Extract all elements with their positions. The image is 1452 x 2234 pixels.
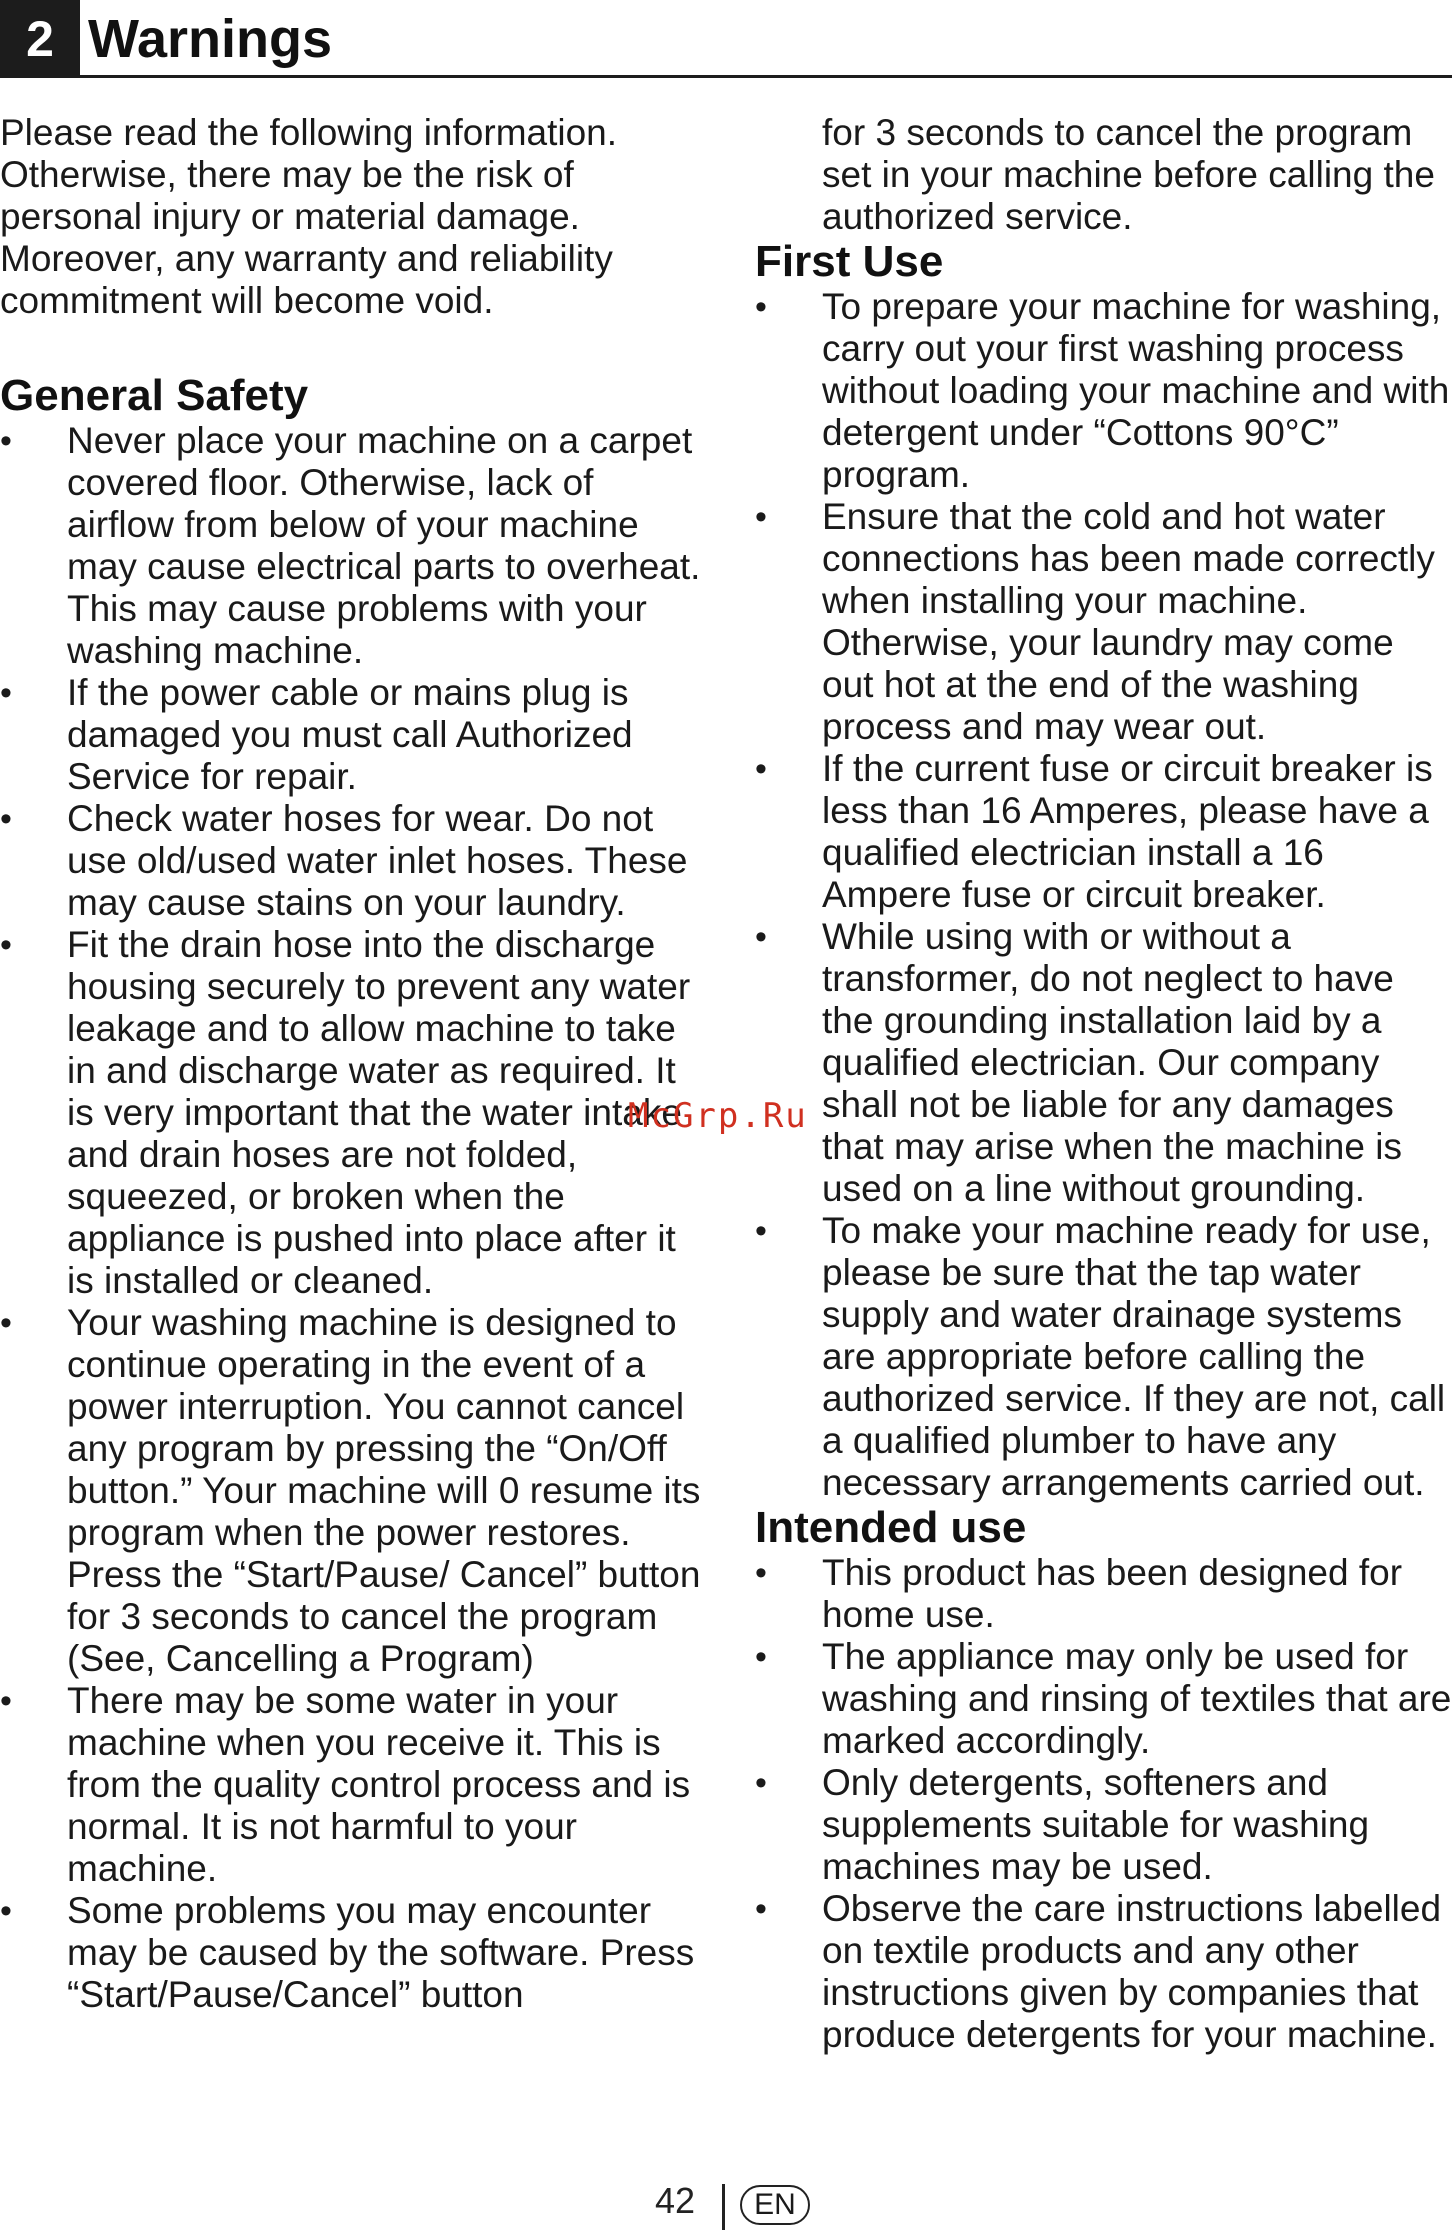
watermark: McGrp.Ru bbox=[628, 1096, 808, 1136]
chapter-number: 2 bbox=[0, 0, 80, 78]
list-item: • There may be some water in your machine when you receive it. This is from the quality control process and is normal. It is not harmful to your machine. bbox=[0, 1680, 705, 1890]
list-item: • The appliance may only be used for washing and rinsing of textiles that are marked accordingly. bbox=[755, 1636, 1452, 1762]
page-number: 42 bbox=[655, 2180, 696, 2221]
header-rule bbox=[80, 75, 1452, 78]
chapter-title: Warnings bbox=[88, 9, 333, 69]
list-item: • Ensure that the cold and hot water connections has been made correctly when installing your machine. Otherwise, your laundry may come out hot at the end of the washing process and may wear out. bbox=[755, 496, 1452, 748]
list-item: • If the current fuse or circuit breaker is less than 16 Amperes, please have a qualified electrician install a 16 Ampere fuse or circuit breaker. bbox=[755, 748, 1452, 916]
list-item: • If the power cable or mains plug is damaged you must call Authorized Service for repair. bbox=[0, 672, 705, 798]
general-safety-title: General Safety bbox=[0, 371, 309, 420]
page-footer bbox=[0, 2180, 1452, 2234]
intro-paragraph: Please read the following information. Otherwise, there may be the risk of personal injury or material damage. Moreover, any warranty and reliability commitment will become void. bbox=[0, 112, 618, 321]
right-column bbox=[755, 112, 1452, 2056]
list-item: • Fit the drain hose into the discharge housing securely to prevent any water leakage and to allow machine to take in and discharge water as required. It is very important that the water intake and drain hoses are not folded, squeezed, or broken when the appliance is pushed into place after it is installed or cleaned. bbox=[0, 924, 705, 1302]
footer-divider bbox=[722, 2184, 725, 2230]
list-item: • Check water hoses for wear. Do not use old/used water inlet hoses. These may cause stains on your laundry. bbox=[0, 798, 705, 924]
language-badge: EN bbox=[740, 2185, 810, 2225]
page-header bbox=[0, 0, 1452, 78]
left-column bbox=[0, 112, 705, 2016]
list-item-continuation: for 3 seconds to cancel the program set in your machine before calling the authorized service. bbox=[822, 112, 1435, 237]
list-item: • Your washing machine is designed to continue operating in the event of a power interruption. You cannot cancel any program by pressing the “On/Off button.” Your machine will 0 resume its program when the power restores. Press the “Start/Pause/ Cancel” button for 3 seconds to cancel the program (See, Cancelling a Program) bbox=[0, 1302, 705, 1680]
list-item: • Never place your machine on a carpet covered floor. Otherwise, lack of airflow from below of your machine may cause electrical parts to overheat. This may cause problems with your washing machine. bbox=[0, 420, 705, 672]
list-item: • Only detergents, softeners and supplements suitable for washing machines may be used. bbox=[755, 1762, 1452, 1888]
list-item: • This product has been designed for home use. bbox=[755, 1552, 1452, 1636]
list-item: • To make your machine ready for use, please be sure that the tap water supply and water drainage systems are appropriate before calling the authorized service. If they are not, call a qualified plumber to have any necessary arrangements carried out. bbox=[755, 1210, 1452, 1504]
list-item: • To prepare your machine for washing, carry out your first washing process without loading your machine and with detergent under “Cottons 90°C” program. bbox=[755, 286, 1452, 496]
intended-use-title: Intended use bbox=[755, 1503, 1027, 1552]
list-item: • While using with or without a transformer, do not neglect to have the grounding installation laid by a qualified electrician. Our company shall not be liable for any damages that may arise when the machine is used on a line without grounding. bbox=[755, 916, 1452, 1210]
list-item: • Some problems you may encounter may be caused by the software. Press “Start/Pause/Cancel” button bbox=[0, 1890, 705, 2016]
general-safety-list bbox=[0, 420, 705, 2016]
list-item: • Observe the care instructions labelled on textile products and any other instructions given by companies that produce detergents for your machine. bbox=[755, 1888, 1452, 2056]
intended-use-list bbox=[755, 1552, 1452, 2056]
first-use-list bbox=[755, 286, 1452, 1504]
first-use-title: First Use bbox=[755, 237, 944, 286]
